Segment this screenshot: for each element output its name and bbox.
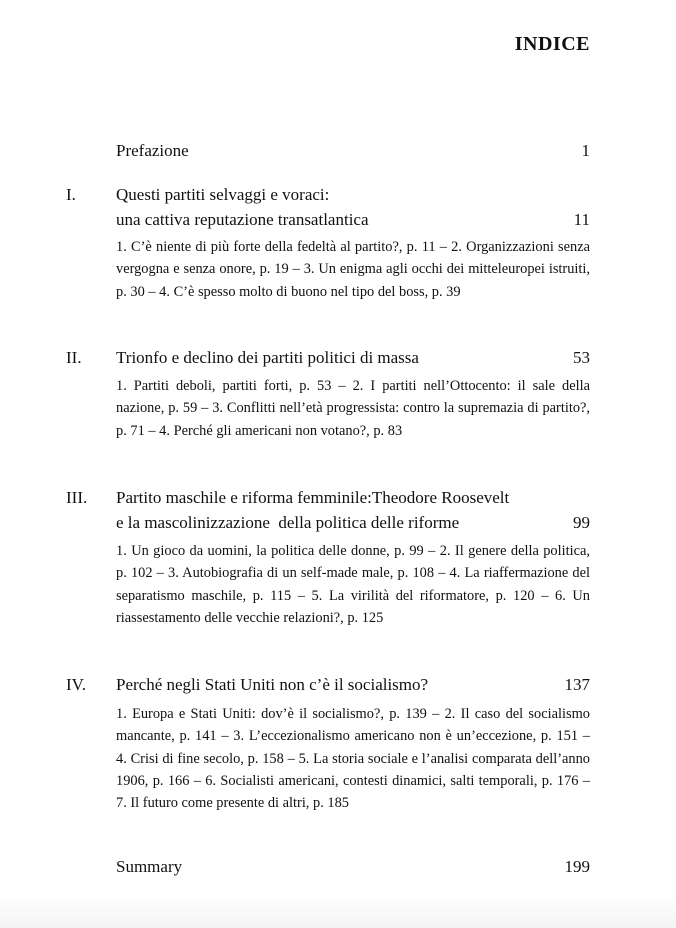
chapter-numeral: I. [66, 185, 76, 204]
page-bottom-shadow [0, 894, 676, 928]
chapter-numeral: III. [66, 488, 88, 507]
toc-entry-page: 1 [581, 141, 590, 160]
chapter-heading-line-1: Perché negli Stati Uniti non c’è il socialismo? [116, 675, 429, 694]
chapter-numeral: II. [66, 348, 82, 367]
chapter-heading-line-2: una cattiva reputazione transatlantica [116, 210, 369, 229]
toc-entry-page: 199 [564, 857, 590, 876]
chapter-subsections: 1. Un gioco da uomini, la politica delle donne, p. 99 – 2. Il genere della politica, p. 102 – 3. Autobiografia di un self-made male, p. 108 – 4. La riaffermazione del separatismo maschile, p. 115 – 5. La virilità del riformatore, p. 120 – 6. Un riassestamento delle vecchie relazioni?, p. 125 [116, 543, 590, 626]
chapter-numeral: IV. [66, 675, 86, 694]
chapter-page: 99 [573, 513, 590, 532]
chapter-subsections: 1. C’è niente di più forte della fedeltà al partito?, p. 11 – 2. Organizzazioni senza vergogna e senza onore, p. 19 – 3. Un enigma agli occhi dei mitteleuropei istruiti, p. 30 – 4. C’è spesso molto di buono nel tipo del boss, p. 39 [116, 239, 590, 300]
chapter-page: 53 [573, 348, 590, 367]
chapter-page: 11 [573, 210, 590, 229]
page-title: INDICE [514, 33, 590, 55]
chapter-heading-line-1: Questi partiti selvaggi e voraci: [116, 185, 330, 204]
toc-entry-heading: Summary [116, 857, 183, 876]
chapter-heading-line-1: Partito maschile e riforma femminile:Theodore Roosevelt [116, 488, 510, 507]
chapter-heading-line-2: e la mascolinizzazione della politica delle riforme [116, 513, 460, 532]
toc-entry-heading: Prefazione [116, 141, 189, 160]
chapter-page: 137 [564, 675, 590, 694]
chapter-heading-line-1: Trionfo e declino dei partiti politici di massa [116, 348, 419, 367]
chapter-subsections: 1. Europa e Stati Uniti: dov’è il socialismo?, p. 139 – 2. Il caso del socialismo mancante, p. 141 – 3. L’eccezionalismo americano non è un’eccezione, p. 151 – 4. Crisi di fine secolo, p. 158 – 5. La storia sociale e l’analisi comparata dell’anno 1906, p. 166 – 6. Socialisti americani, contesti dinamici, salti temporali, p. 176 – 7. Il futuro come presente di altri, p. 185 [116, 706, 590, 812]
chapter-subsections: 1. Partiti deboli, partiti forti, p. 53 – 2. I partiti nell’Ottocento: il sale della nazione, p. 59 – 3. Conflitti nell’età progressista: contro la supremazia di partito?, p. 71 – 4. Perché gli americani non votano?, p. 83 [116, 378, 590, 439]
